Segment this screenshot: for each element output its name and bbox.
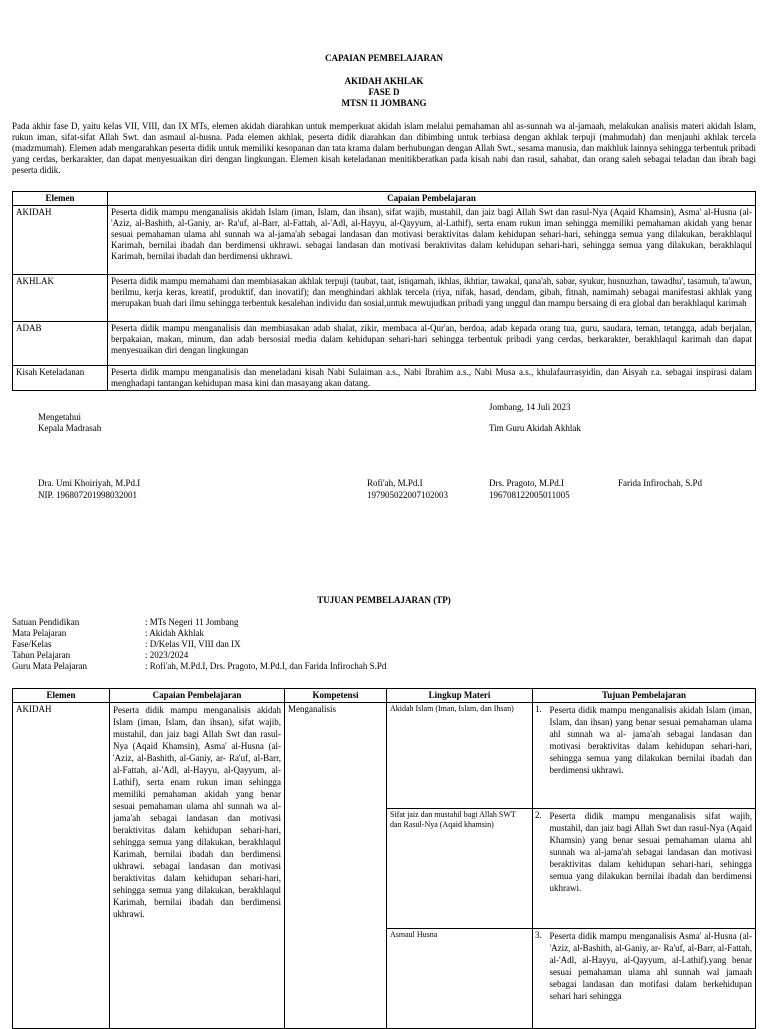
- tp-info-row: Satuan Pendidikan : MTs Negeri 11 Jombang: [12, 617, 239, 627]
- tp-tujuan-cell: Peserta didik mampu menganalisis Asma' al-Husna (al-'Aziz, al-Bashith, al-Ganiy, ar- Ra'uf, al-Barr, al-Fattah, al-'Adl, al-Hayyu, al-Qayyum, al-Lathif).yang benar sesuai pemahaman ulama ahl sunnah wal jamaah sebagai landasan dan motifasi dalam berkehidupan sehari hari sehingga: [547, 929, 756, 1029]
- cp-row-kisah: [13, 366, 756, 391]
- tp-materi-cell: Akidah Islam (Iman, Islam, dan Ihsan): [387, 703, 533, 809]
- cp-header-elemen: Elemen: [13, 192, 108, 206]
- cp-capaian-cell: Peserta didik mampu menganalisis dan membiasakan adab shalat, zikir, membaca al-Qur'an, berdoa, adab kepada orang tua, guru, saudara, teman, tetangga, adab berjalan, berpakaian, makan, minum, dan adab bersosial media dalam kehidupan sehari-hari sehingga terbentuk pribadi yang cerdas, berkarakter, berakhlaqul karimah dan dapat menyesuaikan diri dengan lingkungan: [108, 322, 756, 366]
- tp-info-row: Tahun Pelajaran : 2023/2024: [12, 650, 189, 660]
- tp-header-capaian: Capaian Pembelajaran: [110, 689, 285, 703]
- tp-header-kompetensi: Kompetensi: [285, 689, 387, 703]
- cp-row-akidah: [13, 206, 756, 275]
- tp-number-cell: 2.: [533, 809, 547, 929]
- cp-elemen-cell: AKHLAK: [13, 275, 108, 322]
- tp-number-cell: 1.: [533, 703, 547, 809]
- cp-elemen-cell: ADAB: [13, 322, 108, 366]
- known-by-label: Mengetahui: [38, 412, 81, 422]
- teacher2-name: Drs. Pragoto, M.Pd.I: [489, 478, 565, 488]
- tp-tujuan-cell: Peserta didik mampu menganalisis akidah Islam (iman, Islam, dan ihsan) yang benar sesuai pemahaman ulama ahl sunnah wa al- jama'ah sebagai landasan dan motivasi beraktivitas dalam kehidupan sehari-hari, sehingga semua yang dilakukan bernilai ibadah dan berdimensi ukhrawi.: [547, 703, 756, 809]
- doc-title: CAPAIAN PEMBELAJARAN: [324, 53, 444, 63]
- cp-elemen-cell: Kisah Keteladanan: [13, 366, 108, 391]
- teacher3-name: Farida Infirochah, S.Pd: [618, 478, 702, 488]
- tp-info-row: Mata Pelajaran : Akidah Akhlak: [12, 628, 204, 638]
- team-title: Tim Guru Akidah Akhlak: [489, 423, 581, 433]
- tp-kompetensi-cell: Menganalisis: [285, 703, 387, 1029]
- cp-capaian-cell: Peserta didik mampu menganalisis akidah Islam (iman, Islam, dan ihsan), sifat wajib, mustahil, dan jaiz bagi Allah Swt dan rasul-Nya (Aqaid Khamsin), Asma' al-Husna (al-'Aziz, al-Bashith, al-Ganiy, ar- Ra'uf, al-Barr, al-Fattah, al-'Adl, al-Hayyu, al-Qayyum, al-Lathif), serta enam rukun iman sehingga memiliki pemahaman akidah yang benar sesuai pemahaman ulama ahl sunnah wa al-jama'ah sebagai landasan dan motivasi beraktivitas dalam kehidupan sehari-hari, sehingga semua yang dilakukan, berakhlaqul Karimah, bernilai ibadah dan berdimensi ukhrawi. sebagai landasan dan motivasi beraktivitas dalam kehidupan sehari-hari, sehingga semua yang dilakukan, berakhlaqul Karimah, bernilai ibadah dan berdimensi ukhrawi.: [108, 206, 756, 275]
- cp-row-adab: [13, 322, 756, 366]
- tp-info-row: Fase/Kelas : D/Kelas VII, VIII dan IX: [12, 639, 241, 649]
- tp-header-elemen: Elemen: [13, 689, 110, 703]
- head-name: Dra. Umi Khoiriyah, M.Pd.I: [38, 478, 141, 488]
- doc-phase: FASE D: [368, 87, 400, 97]
- tp-number-cell: 3.: [533, 929, 547, 1029]
- tp-materi-cell: Sifat jaiz dan mustahil bagi Allah SWT dan Rasul-Nya (Aqaid khamsin): [387, 809, 533, 929]
- tp-materi-cell: Asmaul Husna: [387, 929, 533, 1029]
- tp-header-materi: Lingkup Materi: [387, 689, 533, 703]
- doc-school: MTSN 11 JOMBANG: [341, 98, 427, 108]
- tp-info: [12, 617, 612, 672]
- head-nip: NIP. 196807201998032001: [38, 490, 138, 500]
- teacher2-nip: 196708122005011005: [489, 490, 570, 500]
- place-date: Jombang, 14 Juli 2023: [489, 402, 571, 412]
- cp-table: [12, 191, 756, 391]
- teacher1-name: Rofi'ah, M.Pd.I: [367, 478, 423, 488]
- cp-elemen-cell: AKIDAH: [13, 206, 108, 275]
- cp-table-header: [13, 192, 756, 206]
- tp-row: [13, 703, 756, 809]
- tp-table: [12, 688, 756, 1029]
- tp-header-tujuan: Tujuan Pembelajaran: [533, 689, 756, 703]
- tp-table-header: [13, 689, 756, 703]
- cp-capaian-cell: Peserta didik mampu memahami dan membiasakan akhlak terpuji (taubat, taat, istiqamah, ikhlas, ikhtiar, tawakal, qana'ah, sabar, syukur, husnuzhan, tawadhu', tasamuh, ta'awun, berilmu, kerja keras, kreatif, produktif, dan inovatif); dan menghindari akhlak tercela (riya, nifak, hasad, dendam, gibah, fitnah, namimah) sebagai manifestasi akhlak yang merupakan buah dari ilmu sehingga terbentuk kesalehan individu dan sosial,untuk mewujudkan pribadi yang unggul dan mampu bersaing di era global dan berakhlaqul karimah: [108, 275, 756, 322]
- tp-elemen-cell: AKIDAH: [13, 703, 110, 1029]
- tp-info-row: Guru Mata Pelajaran : Rofi'ah, M.Pd.I, Drs. Pragoto, M.Pd.I, dan Farida Infirochah S.Pd: [12, 661, 387, 671]
- tp-tujuan-cell: Peserta didik mampu menganalisis sifat wajib, mustahil, dan jaiz bagi Allah Swt dan rasul-Nya (Aqaid Khamsin) yang benar sesuai pemahaman ulama ahl sunnah wa al-jama'ah sebagai landasan dan motivasi beraktivitas dalam kehidupan sehari-hari, sehingga semua yang dilakukan bernilai ibadah dan berdimensi ukhrawi.: [547, 809, 756, 929]
- tp-capaian-cell: Peserta didik mampu menganalisis akidah Islam (iman, Islam, dan ihsan), sifat wajib, mustahil, dan jaiz bagi Allah Swt dan rasul-Nya (Aqaid Khamsin), Asma' al-Husna (al-'Aziz, al-Bashith, al-Ganiy, ar- Ra'uf, al-Barr, al-Fattah, al-'Adl, al-Hayyu, al-Qayyum, al-Lathif), serta enam rukun iman sehingga memiliki pemahaman akidah yang benar sesuai pemahaman ulama ahl sunnah wa al-jama'ah sebagai landasan dan motivasi beraktivitas dalam kehidupan sehari-hari, sehingga semua yang dilakukan, berakhlaqul Karimah, bernilai ibadah dan berdimensi ukhrawi. sebagai landasan dan motivasi beraktivitas dalam kehidupan sehari-hari, sehingga semua yang dilakukan, berakhlaqul Karimah, bernilai ibadah dan berdimensi ukhrawi.: [110, 703, 285, 1029]
- cp-capaian-cell: Peserta didik mampu menganalisis dan meneladani kisah Nabi Sulaiman a.s., Nabi Ibrahim a.s., Nabi Musa a.s., khulafaurrasyidin, dan Aisyah r.a. sebagai inspirasi dalam menghadapi tantangan kehidupan masa kini dan masayang akan datang.: [108, 366, 756, 391]
- tp-title: TUJUAN PEMBELAJARAN (TP): [317, 595, 451, 605]
- teacher1-nip: 197905022007102003: [367, 490, 448, 500]
- cp-row-akhlak: [13, 275, 756, 322]
- head-title: Kepala Madrasah: [38, 423, 102, 433]
- intro-paragraph: Pada akhir fase D, yaitu kelas VII, VIII, dan IX MTs, elemen akidah diarahkan untuk memperkuat akidah islam melalui pemahaman ahl as-sunnah wa al-jamaah, melakukan analisis materi akidah Islam, rukun iman, sifat-sifat Allah Swt. dan asmaul al-husna. Pada elemen akhlak, peserta didik diarahkan dan dibimbing untuk terbiasa dengan akhlak terpuji (mahmudah) dan menjauhi akhlak tercela (madzmumah). Elemen adab mengarahkan peserta didik untuk memiliki kesopanan dan tata krama dalam berhubungan dengan Allah Swt., sesama manusia, dan makhluk lainnya sehingga terbentuk pribadi yang cerdas, berkarakter, dan dapat menyesuaikan diri dengan lingkungan. Elemen kisah keteladanan menitikberatkan pada kisah nabi dan rasul, sahabat, dan orang saleh sebagai teladan dan ibrah bagi peserta didik.: [12, 121, 756, 175]
- cp-header-capaian: Capaian Pembelajaran: [108, 192, 756, 206]
- doc-subject: AKIDAH AKHLAK: [344, 76, 424, 86]
